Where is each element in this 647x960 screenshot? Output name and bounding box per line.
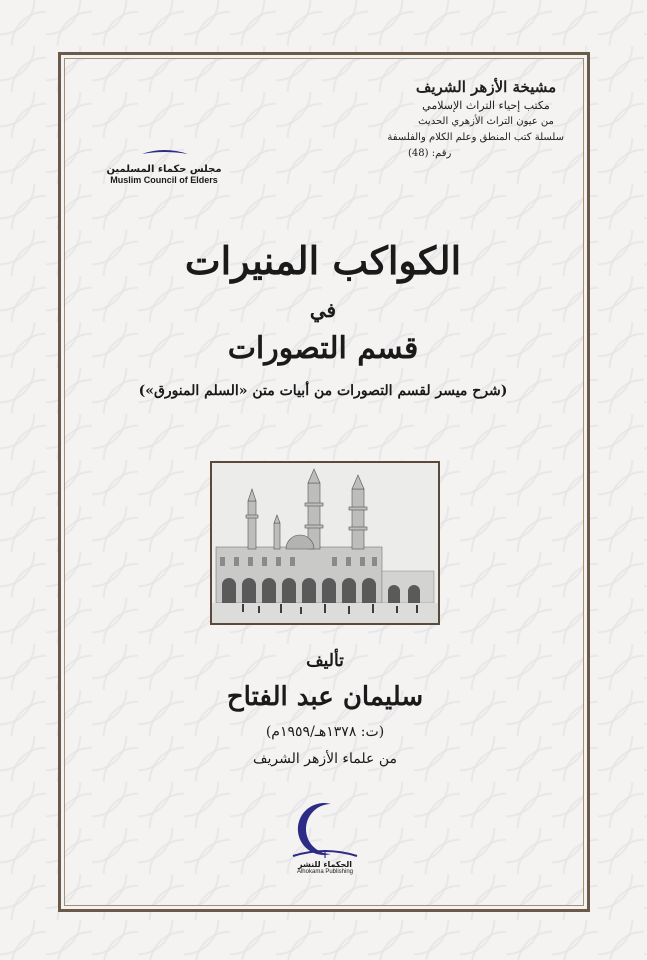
title-connector: في <box>309 298 337 322</box>
publisher-line: مكتب إحياء التراث الإسلامي <box>422 99 550 112</box>
book-subtitle: قسم التصورات <box>227 331 419 366</box>
author-dates: (ت: ١٣٧٨هـ/١٩٥٩م) <box>265 724 385 740</box>
author-name: سليمان عبد الفتاح <box>226 682 424 712</box>
publisher-arabic-name: الحكماء للنشر <box>297 860 353 869</box>
crescent-icon <box>134 84 194 162</box>
book-title-block <box>80 226 566 408</box>
mosque-engraving <box>210 461 440 625</box>
publisher-line: سلسلة كتب المنطق وعلم الكلام والفلسفة <box>387 132 564 143</box>
publisher-logo <box>270 802 380 875</box>
author-block <box>180 647 470 773</box>
publisher-english-name: Alhokama Publishing <box>296 869 354 875</box>
author-affiliation: من علماء الأزهر الشريف <box>253 751 397 767</box>
series-number: رقم: (48) <box>408 148 452 159</box>
council-arabic-name: مجلس حكماء المسلمين <box>106 164 222 175</box>
council-english-name: Muslim Council of Elders <box>110 175 218 185</box>
crescent-book-icon <box>285 802 365 860</box>
publisher-series-block <box>387 76 564 162</box>
publisher-line: من عيون التراث الأزهري الحديث <box>418 116 554 127</box>
publisher-line: مشيخة الأزهر الشريف <box>415 78 557 96</box>
muslim-council-logo <box>96 84 232 185</box>
mosque-illustration-icon <box>212 463 438 623</box>
author-label: تأليف <box>306 651 344 671</box>
book-description: (شرح ميسر لقسم التصورات من أبيات متن «السلم المنورق») <box>138 383 508 399</box>
book-title: الكواكب المنيرات <box>184 238 462 283</box>
